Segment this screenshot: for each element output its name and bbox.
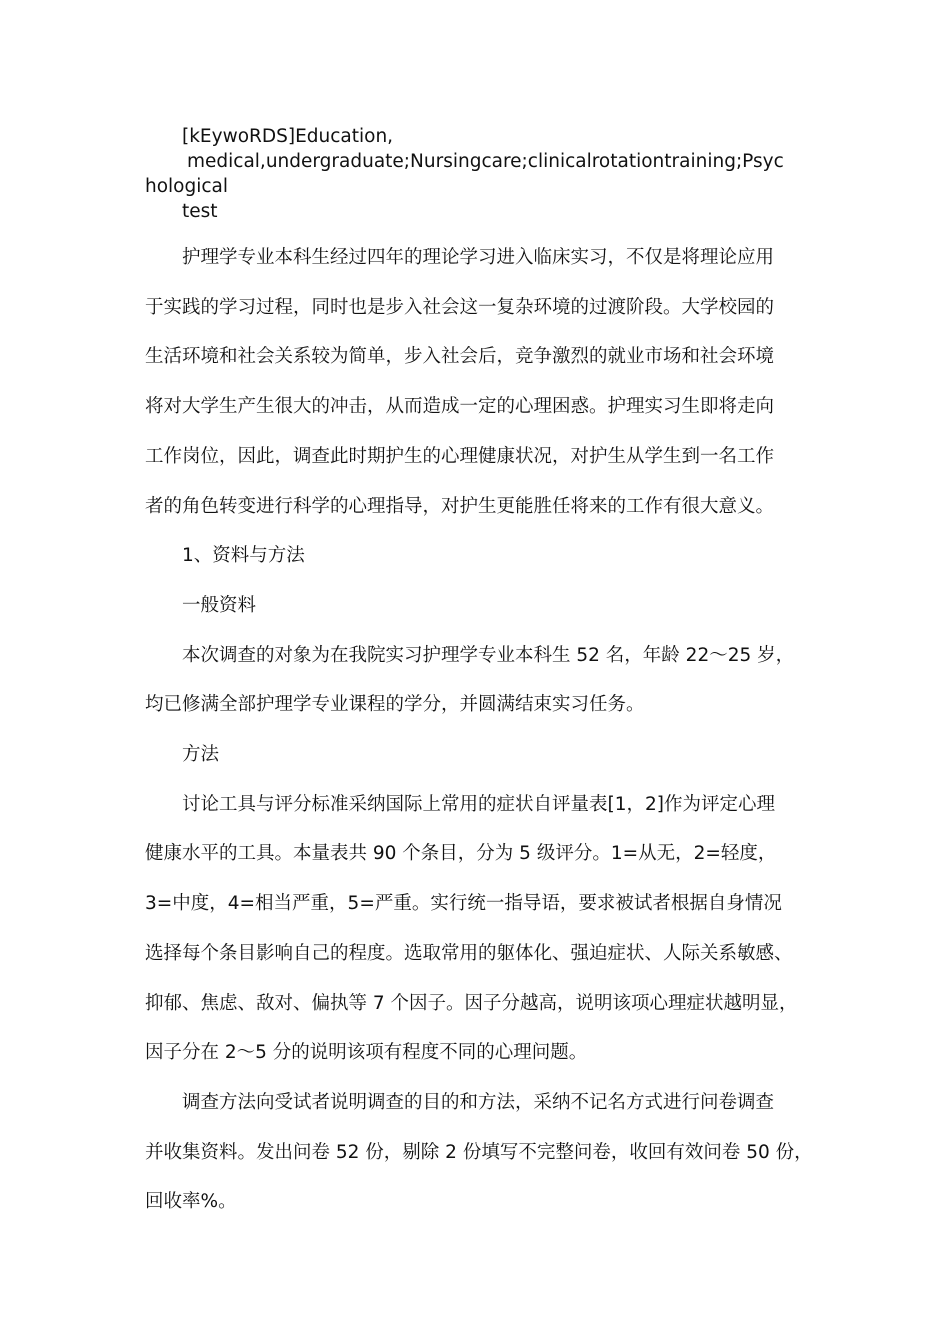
text-line: 抑郁、焦虑、敌对、偏执等 7 个因子。因子分越高，说明该项心理症状越明显，: [145, 992, 798, 1014]
keywords-line-3: hological: [145, 176, 229, 197]
text-line: 回收率%。: [145, 1191, 237, 1213]
text-line: 者的角色转变进行科学的心理指导，对护生更能胜任将来的工作有很大意义。: [145, 495, 775, 517]
keywords-line-4: test: [182, 201, 218, 222]
text-line: 工作岗位，因此，调查此时期护生的心理健康状况，对护生从学生到一名工作: [145, 445, 775, 467]
text-line: 选择每个条目影响自己的程度。选取常用的躯体化、强迫症状、人际关系敏感、: [145, 942, 793, 964]
text-line: 一般资料: [182, 594, 257, 616]
text-line: 健康水平的工具。本量表共 90 个条目，分为 5 级评分。1=从无，2=轻度，: [145, 843, 777, 865]
text-line: 于实践的学习过程，同时也是步入社会这一复杂环境的过渡阶段。大学校园的: [145, 296, 775, 318]
keywords-line-2: medical,undergraduate;Nursingcare;clinicalrotationtraining;Psyc: [187, 151, 784, 172]
keywords-block: [145, 124, 815, 224]
text-line: 本次调查的对象为在我院实习护理学专业本科生 52 名，年龄 22～25 岁，: [182, 644, 795, 666]
text-line: 均已修满全部护理学专业课程的学分，并圆满结束实习任务。: [145, 694, 645, 716]
subject-paragraph: [145, 631, 820, 730]
text-line: 讨论工具与评分标准采纳国际上常用的症状自评量表[1，2]作为评定心理: [182, 793, 775, 815]
subheading-methods: [145, 730, 820, 780]
text-line: 3=中度，4=相当严重，5=严重。实行统一指导语，要求被试者根据自身情况: [145, 893, 782, 915]
section-heading: [145, 531, 820, 581]
text-line: 调查方法向受试者说明调查的目的和方法，采纳不记名方式进行问卷调查: [182, 1091, 775, 1113]
survey-paragraph: [145, 1078, 820, 1227]
keywords-line-1: [kEywoRDS]Education,: [182, 126, 394, 147]
text-line: 1、资料与方法: [182, 545, 305, 567]
methods-paragraph: [145, 780, 820, 1078]
intro-paragraph: [145, 233, 820, 531]
text-line: 因子分在 2～5 分的说明该项有程度不同的心理问题。: [145, 1042, 588, 1064]
text-line: 护理学专业本科生经过四年的理论学习进入临床实习，不仅是将理论应用: [182, 247, 775, 268]
body-text: [145, 233, 820, 1227]
text-line: 方法: [182, 744, 220, 766]
text-line: 并收集资料。发出问卷 52 份，剔除 2 份填写不完整问卷，收回有效问卷 50 份，: [145, 1141, 813, 1163]
text-line: 生活环境和社会关系较为简单，步入社会后，竞争激烈的就业市场和社会环境: [145, 346, 775, 368]
subheading-general: [145, 581, 820, 631]
text-line: 将对大学生产生很大的冲击，从而造成一定的心理困惑。护理实习生即将走向: [145, 396, 775, 418]
